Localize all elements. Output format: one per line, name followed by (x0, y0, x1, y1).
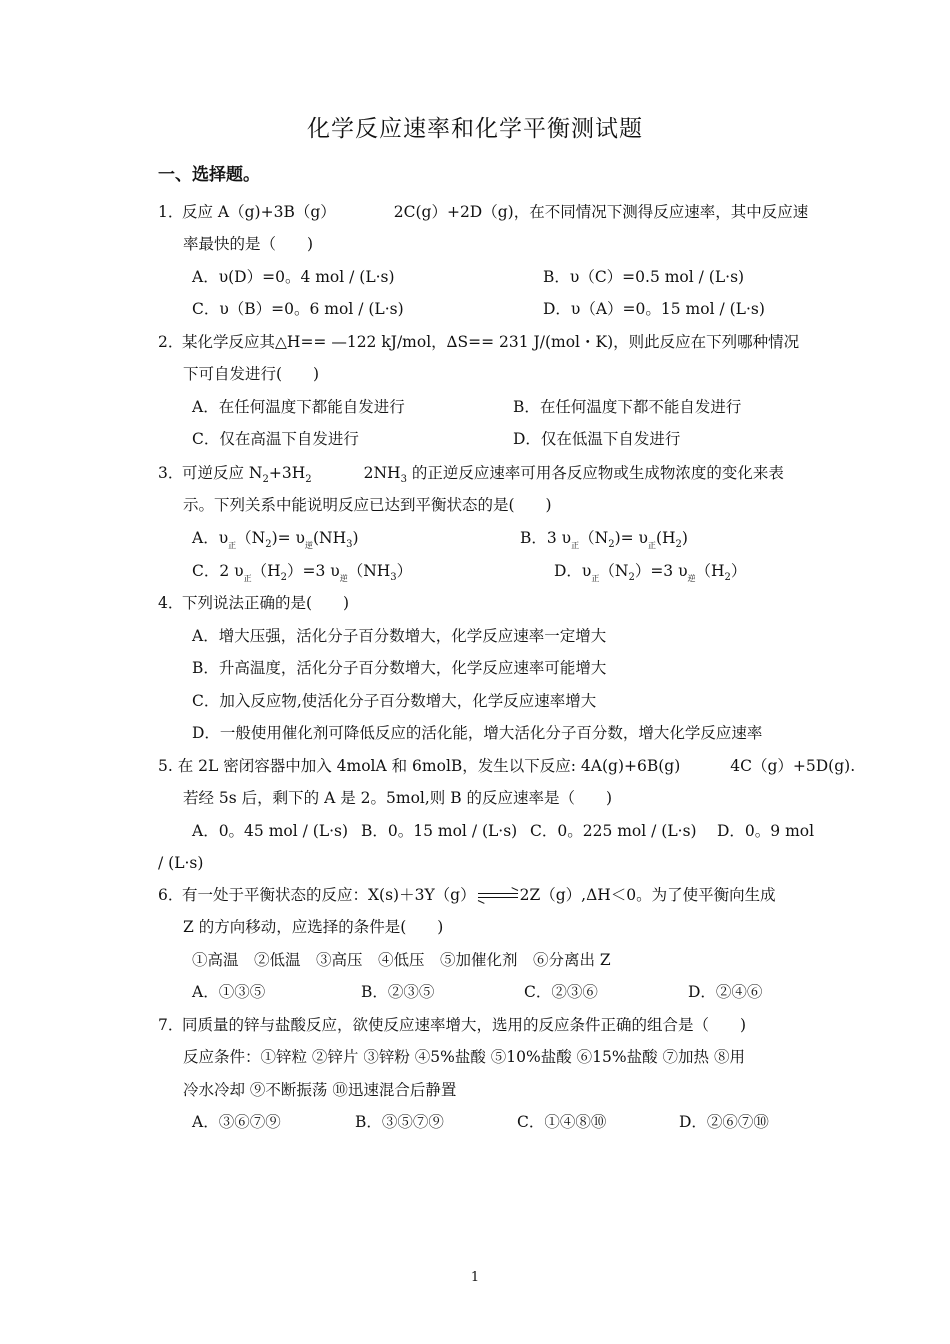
question-3-option-a: A．$\upsilon_正(N_2)= \upsilon_逆(NH_3)$ (192, 529, 359, 550)
question-7-line-3: 冷水冷却 ⑨不断振荡 ⑩迅速混合后静置 (183, 1081, 457, 1099)
section-heading: 一、选择题。 (158, 165, 260, 185)
question-2-option-a: A．在任何温度下都能自发进行 (192, 398, 405, 416)
question-2-option-c: C．仅在高温下自发进行 (192, 430, 359, 448)
question-5-option-d-wrap: / (L·s) (158, 854, 204, 872)
question-1-line-1: 1．反应 A（g)+3B（g） 2C(g）+2D（g)，在不同情况下测得反应速率，其中反应速 (158, 203, 809, 221)
question-7-line-2: 反应条件：①锌粒 ②锌片 ③锌粉 ④5%盐酸 ⑤10%盐酸 ⑥15%盐酸 ⑦加热 ⑧用 (183, 1048, 745, 1066)
question-5-option-c: C．0。225 mol / (L·s) (530, 822, 697, 840)
question-7-option-c: C．①④⑧⑩ (517, 1113, 607, 1131)
question-3-line-2: 示。下列关系中能说明反应已达到平衡状态的是( ) (183, 496, 552, 514)
question-1-option-c: C．υ（B）=0。6 mol / (L·s) (192, 300, 404, 318)
question-3-option-b: B．3 $\upsilon_正(N_2)= \upsilon_正(H_2)$ (520, 529, 688, 550)
question-6-option-a: A．①③⑤ (192, 983, 266, 1001)
question-4-option-b: B．升高温度，活化分子百分数增大，化学反应速率可能增大 (192, 659, 607, 677)
question-7-option-b: B．③⑤⑦⑨ (355, 1113, 444, 1131)
equilibrium-arrow-icon (478, 891, 518, 901)
question-3-option-d: D．$\upsilon_正(N_2)=3$ $\upsilon_逆(H_2)$ (554, 562, 747, 583)
page-title: 化学反应速率和化学平衡测试题 (307, 116, 643, 142)
question-7-option-d: D．②⑥⑦⑩ (679, 1113, 769, 1131)
question-6-conditions: ①高温 ②低温 ③高压 ④低压 ⑤加催化剂 ⑥分离出 Z (192, 951, 611, 969)
question-4-option-d: D．一般使用催化剂可降低反应的活化能，增大活化分子百分数，增大化学反应速率 (192, 724, 763, 742)
question-6-option-b: B．②③⑤ (361, 983, 435, 1001)
question-2-line-1: 2．某化学反应其△H== —122 kJ/mol，∆S== 231 J/(mol・K)，则此反应在下列哪种情况 (158, 333, 800, 351)
question-6-line-1: 6．有一处于平衡状态的反应：X(s)＋3Y（g） 2Z（g）,ΔH＜0。为了使平衡向生成 (158, 886, 776, 904)
question-5-option-a: A．0。45 mol / (L·s) (192, 822, 349, 840)
question-5-option-d: D．0。9 mol (717, 822, 815, 840)
question-7-line-1: 7．同质量的锌与盐酸反应，欲使反应速率增大，选用的反应条件正确的组合是（ ) (158, 1016, 747, 1034)
question-1-option-b: B．υ（C）=0.5 mol / (L·s) (543, 268, 745, 286)
question-1-line-2: 率最快的是（ ) (183, 235, 314, 253)
question-number: 1． (158, 203, 184, 221)
question-5-option-b: B．0。15 mol / (L·s) (361, 822, 518, 840)
question-1-option-d: D．υ（A）=0。15 mol / (L·s) (543, 300, 765, 318)
question-2-option-d: D．仅在低温下自发进行 (513, 430, 681, 448)
question-4-option-a: A．增大压强，活化分子百分数增大，化学反应速率一定增大 (192, 627, 607, 645)
question-1-option-a: A．υ(D）=0。4 mol / (L·s) (192, 268, 395, 286)
question-3-line-1: 3．可逆反应 $N_2+3H_2$ $2NH_3$ 的正逆反应速率可用各反应物或生成物浓度的变化来表 (158, 464, 784, 485)
question-6-option-c: C．②③⑥ (524, 983, 598, 1001)
question-2-line-2: 下可自发进行( ) (183, 365, 320, 383)
question-5-line-1: 5. 在 2L 密闭容器中加入 4molA 和 6molB，发生以下反应: 4A(g)+6B(g) 4C（g）+5D(g). (158, 757, 856, 775)
question-3-option-c: C．2 $\upsilon_正(H_2)=3$ $\upsilon_逆(NH_3)$ (192, 562, 413, 583)
question-5-line-2: 若经 5s 后，剩下的 A 是 2。5mol,则 B 的反应速率是（ ) (183, 789, 613, 807)
question-4-line-1: 4．下列说法正确的是( ) (158, 594, 350, 612)
question-7-option-a: A．③⑥⑦⑨ (192, 1113, 281, 1131)
question-2-option-b: B．在任何温度下都不能自发进行 (513, 398, 742, 416)
question-6-option-d: D．②④⑥ (688, 983, 763, 1001)
question-6-line-2: Z 的方向移动，应选择的条件是( ) (183, 918, 444, 936)
question-4-option-c: C．加入反应物,使活化分子百分数增大，化学反应速率增大 (192, 692, 597, 710)
page-number: 1 (470, 1270, 480, 1285)
